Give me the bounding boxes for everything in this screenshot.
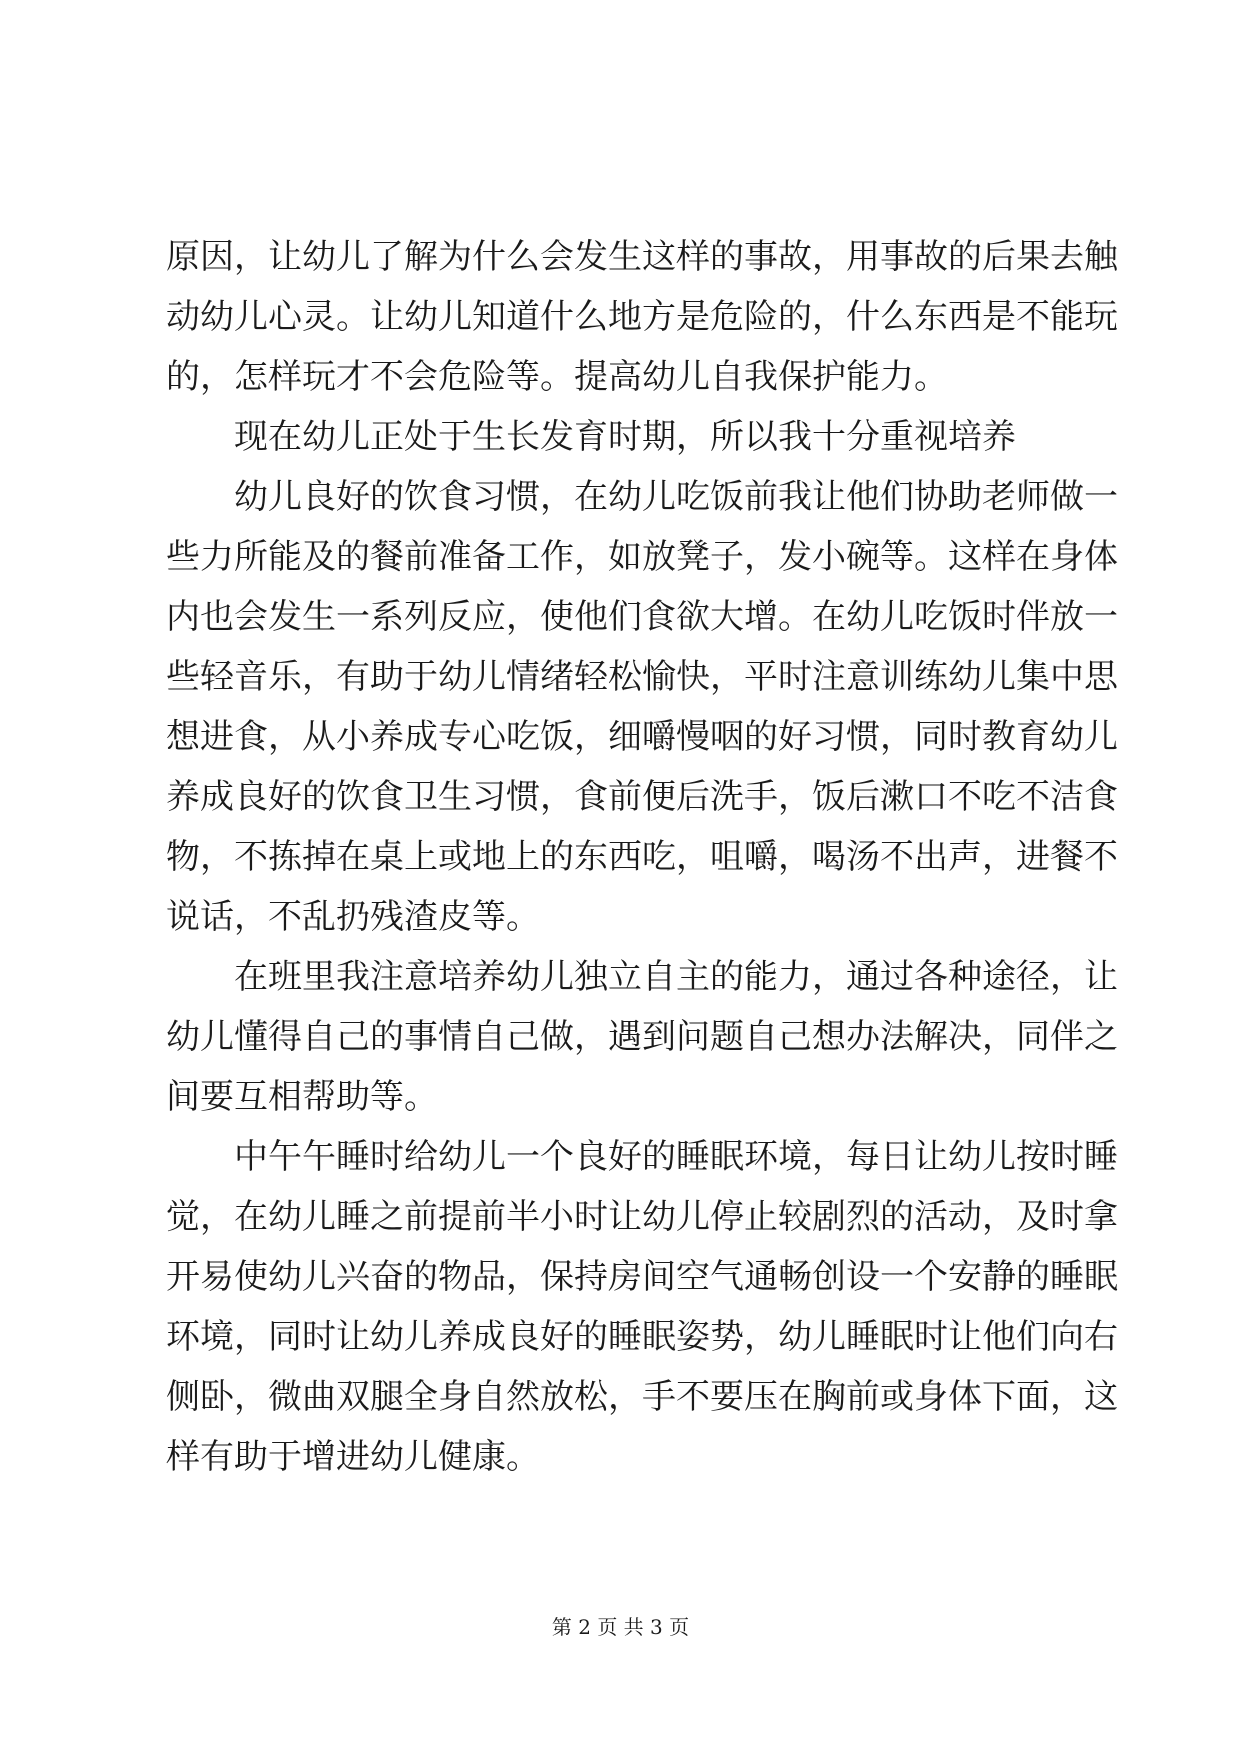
paragraph-line: 内也会发生一系列反应，使他们食欲大增。在幼儿吃饭时伴放一 <box>166 597 1118 637</box>
paragraph-line: 物，不拣掉在桌上或地上的东西吃，咀嚼，喝汤不出声，进餐不 <box>166 837 1118 877</box>
paragraph-line: 的，怎样玩才不会危险等。提高幼儿自我保护能力。 <box>166 357 948 397</box>
paragraph-line: 样有助于增进幼儿健康。 <box>166 1437 540 1477</box>
paragraph-line: 中午午睡时给幼儿一个良好的睡眠环境，每日让幼儿按时睡 <box>234 1137 1118 1177</box>
page-number-footer: 第 2 页 共 3 页 <box>551 1615 690 1639</box>
paragraph-line: 间要互相帮助等。 <box>166 1077 438 1117</box>
paragraph-line: 幼儿懂得自己的事情自己做，遇到问题自己想办法解决，同伴之 <box>166 1017 1118 1057</box>
paragraph-line: 说话，不乱扔残渣皮等。 <box>166 897 540 937</box>
paragraph-line: 养成良好的饮食卫生习惯，食前便后洗手，饭后漱口不吃不洁食 <box>166 777 1118 817</box>
paragraph-line: 原因，让幼儿了解为什么会发生这样的事故，用事故的后果去触 <box>166 237 1118 277</box>
paragraph-line: 动幼儿心灵。让幼儿知道什么地方是危险的，什么东西是不能玩 <box>166 297 1118 337</box>
paragraph-line: 觉，在幼儿睡之前提前半小时让幼儿停止较剧烈的活动，及时拿 <box>166 1197 1118 1237</box>
paragraph-line: 想进食，从小养成专心吃饭，细嚼慢咽的好习惯，同时教育幼儿 <box>166 717 1118 757</box>
paragraph-line: 侧卧，微曲双腿全身自然放松，手不要压在胸前或身体下面，这 <box>166 1377 1118 1417</box>
paragraph-line: 幼儿良好的饮食习惯，在幼儿吃饭前我让他们协助老师做一 <box>234 477 1118 517</box>
paragraph-line: 些轻音乐，有助于幼儿情绪轻松愉快，平时注意训练幼儿集中思 <box>166 657 1118 697</box>
paragraph-line: 环境，同时让幼儿养成良好的睡眠姿势，幼儿睡眠时让他们向右 <box>166 1317 1118 1357</box>
paragraph-line: 在班里我注意培养幼儿独立自主的能力，通过各种途径，让 <box>234 957 1118 997</box>
paragraph-line: 开易使幼儿兴奋的物品，保持房间空气通畅创设一个安静的睡眠 <box>166 1257 1118 1297</box>
paragraph-line: 现在幼儿正处于生长发育时期，所以我十分重视培养 <box>234 417 1016 457</box>
paragraph-line: 些力所能及的餐前准备工作，如放凳子，发小碗等。这样在身体 <box>166 537 1118 577</box>
